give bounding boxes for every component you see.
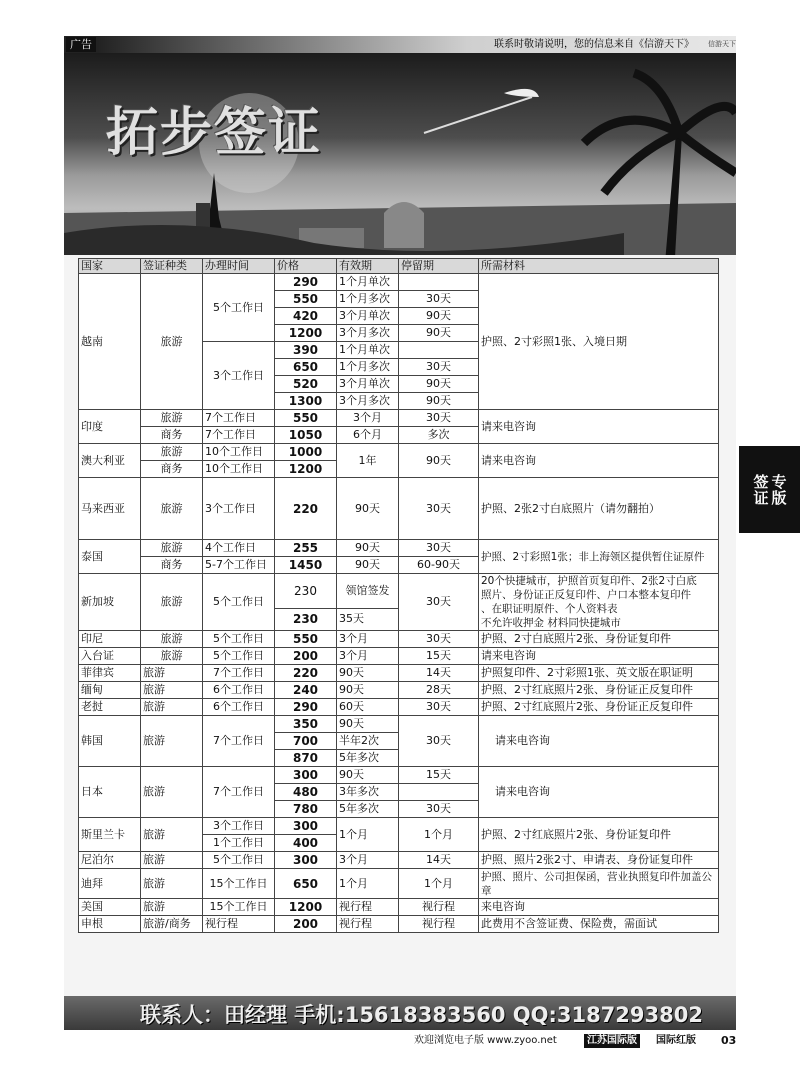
cell-valid: 1个月 bbox=[337, 818, 399, 852]
palm-leaves-icon bbox=[584, 73, 736, 193]
cell-country: 日本 bbox=[79, 767, 141, 818]
cell-stay: 15天 bbox=[399, 648, 479, 665]
cell-type: 旅游 bbox=[141, 869, 203, 899]
cell-time: 7个工作日 bbox=[203, 767, 275, 818]
cell-time: 3个工作日 bbox=[203, 342, 275, 410]
cell-valid: 90天 bbox=[337, 478, 399, 540]
cell-materials: 护照、2张2寸白底照片（请勿翻拍） bbox=[479, 478, 719, 540]
cell-materials bbox=[479, 574, 719, 631]
cell-valid: 5年多次 bbox=[337, 801, 399, 818]
cell-price: 420 bbox=[275, 308, 337, 325]
cell-materials: 护照、2寸彩照1张；非上海领区提供暂住证原件 bbox=[479, 540, 719, 574]
cell-materials: 请来电咨询 bbox=[479, 410, 719, 444]
cell-price: 1200 bbox=[275, 461, 337, 478]
cell-price: 550 bbox=[275, 631, 337, 648]
cell-valid: 1个月 bbox=[337, 869, 399, 899]
cell-valid: 5年多次 bbox=[337, 750, 399, 767]
cell-country: 入台证 bbox=[79, 648, 141, 665]
cell-type: 旅游 bbox=[141, 899, 203, 916]
cell-type: 旅游 bbox=[141, 818, 203, 852]
table-row bbox=[79, 648, 719, 665]
airplane-icon bbox=[504, 89, 539, 97]
cell-time: 1个工作日 bbox=[203, 835, 275, 852]
cell-type: 旅游 bbox=[141, 444, 203, 461]
cell-stay: 多次 bbox=[399, 427, 479, 444]
table-row bbox=[79, 540, 719, 557]
cell-valid: 3个月单次 bbox=[337, 376, 399, 393]
cell-valid: 90天 bbox=[337, 767, 399, 784]
cell-stay: 28天 bbox=[399, 682, 479, 699]
cell-price: 1000 bbox=[275, 444, 337, 461]
cell-materials: 护照、2寸彩照1张、入境日期 bbox=[479, 274, 719, 410]
section-side-tab bbox=[739, 446, 800, 533]
table-row bbox=[79, 869, 719, 899]
cell-type: 旅游 bbox=[141, 852, 203, 869]
cell-stay bbox=[399, 784, 479, 801]
cell-type: 商务 bbox=[141, 461, 203, 478]
cell-country: 菲律宾 bbox=[79, 665, 141, 682]
cell-price: 870 bbox=[275, 750, 337, 767]
cell-type: 旅游 bbox=[141, 682, 203, 699]
cell-valid: 3个月 bbox=[337, 648, 399, 665]
side-tab-line1: 签证 bbox=[751, 473, 770, 506]
cell-valid: 1个月单次 bbox=[337, 274, 399, 291]
cell-time: 15个工作日 bbox=[203, 869, 275, 899]
cell-price: 1200 bbox=[275, 325, 337, 342]
table-row bbox=[79, 716, 719, 733]
cell-price: 550 bbox=[275, 410, 337, 427]
cell-materials: 来电咨询 bbox=[479, 899, 719, 916]
cell-country: 斯里兰卡 bbox=[79, 818, 141, 852]
cell-time: 3个工作日 bbox=[203, 478, 275, 540]
cell-time: 7个工作日 bbox=[203, 716, 275, 767]
cell-stay: 30天 bbox=[399, 291, 479, 308]
cell-country: 尼泊尔 bbox=[79, 852, 141, 869]
cell-type: 旅游 bbox=[141, 648, 203, 665]
cell-time: 3个工作日 bbox=[203, 818, 275, 835]
cell-price: 650 bbox=[275, 869, 337, 899]
cell-stay: 30天 bbox=[399, 410, 479, 427]
cell-price: 300 bbox=[275, 767, 337, 784]
cell-stay: 30天 bbox=[399, 359, 479, 376]
cell-country: 申根 bbox=[79, 916, 141, 933]
side-tab-line2: 专版 bbox=[769, 473, 788, 506]
cell-type: 旅游 bbox=[141, 665, 203, 682]
dome-icon bbox=[384, 202, 424, 248]
cell-price: 220 bbox=[275, 665, 337, 682]
cell-price: 1050 bbox=[275, 427, 337, 444]
cell-stay: 90天 bbox=[399, 393, 479, 410]
cell-valid: 1个月多次 bbox=[337, 291, 399, 308]
table-row bbox=[79, 631, 719, 648]
cell-stay: 1个月 bbox=[399, 869, 479, 899]
footer-edition-2: 国际红版 bbox=[656, 1035, 696, 1046]
page-footer bbox=[64, 1031, 736, 1051]
cell-country: 韩国 bbox=[79, 716, 141, 767]
cell-country: 迪拜 bbox=[79, 869, 141, 899]
cell-price: 240 bbox=[275, 682, 337, 699]
cell-time: 5个工作日 bbox=[203, 631, 275, 648]
cell-valid: 3个月 bbox=[337, 631, 399, 648]
cell-valid: 90天 bbox=[337, 665, 399, 682]
cell-country: 缅甸 bbox=[79, 682, 141, 699]
cell-valid: 3个月 bbox=[337, 410, 399, 427]
cell-materials: 护照、照片2张2寸、申请表、身份证复印件 bbox=[479, 852, 719, 869]
cell-valid: 3个月多次 bbox=[337, 393, 399, 410]
cell-valid: 视行程 bbox=[337, 899, 399, 916]
cell-stay: 30天 bbox=[399, 540, 479, 557]
cell-country: 印尼 bbox=[79, 631, 141, 648]
cell-materials: 此费用不含签证费、保险费，需面试 bbox=[479, 916, 719, 933]
cell-valid: 3个月单次 bbox=[337, 308, 399, 325]
cell-stay: 30天 bbox=[399, 699, 479, 716]
cell-materials: 请来电咨询 bbox=[479, 444, 719, 478]
cell-type: 旅游 bbox=[141, 767, 203, 818]
table-row bbox=[79, 665, 719, 682]
visa-price-table bbox=[78, 258, 719, 933]
contact-info: 联系人：田经理 手机:15618383560 QQ:3187293802 bbox=[140, 1003, 703, 1027]
cell-price: 1450 bbox=[275, 557, 337, 574]
table-row bbox=[79, 852, 719, 869]
cell-valid: 90天 bbox=[337, 540, 399, 557]
cell-valid: 视行程 bbox=[337, 916, 399, 933]
cell-type: 旅游 bbox=[141, 699, 203, 716]
cell-stay: 90天 bbox=[399, 308, 479, 325]
cell-valid: 领馆签发 bbox=[337, 574, 399, 609]
cell-price: 200 bbox=[275, 648, 337, 665]
cell-time: 5-7个工作日 bbox=[203, 557, 275, 574]
cell-price: 780 bbox=[275, 801, 337, 818]
cell-stay bbox=[399, 274, 479, 291]
cell-time: 5个工作日 bbox=[203, 852, 275, 869]
cell-materials: 护照、2寸红底照片2张、身份证正反复印件 bbox=[479, 699, 719, 716]
cell-price: 300 bbox=[275, 818, 337, 835]
col-validity: 有效期 bbox=[337, 259, 399, 274]
cell-country: 印度 bbox=[79, 410, 141, 444]
cell-stay: 14天 bbox=[399, 665, 479, 682]
cell-time: 视行程 bbox=[203, 916, 275, 933]
cell-price: 550 bbox=[275, 291, 337, 308]
table-row bbox=[79, 410, 719, 427]
contrail bbox=[424, 97, 532, 133]
cell-price: 230 bbox=[275, 574, 337, 609]
ad-tag: 广告 bbox=[66, 37, 96, 52]
table-row bbox=[79, 916, 719, 933]
cell-price: 400 bbox=[275, 835, 337, 852]
cell-stay: 30天 bbox=[399, 478, 479, 540]
cell-valid: 3年多次 bbox=[337, 784, 399, 801]
cell-price: 220 bbox=[275, 478, 337, 540]
cell-valid: 3个月 bbox=[337, 852, 399, 869]
table-row bbox=[79, 682, 719, 699]
cell-price: 350 bbox=[275, 716, 337, 733]
table-row bbox=[79, 444, 719, 461]
materials-line: 、在职证明原件、个人资料表 bbox=[481, 603, 618, 615]
table-row bbox=[79, 818, 719, 835]
cell-country: 马来西亚 bbox=[79, 478, 141, 540]
cell-materials: 护照、2寸红底照片2张、身份证复印件 bbox=[479, 818, 719, 852]
cell-time: 4个工作日 bbox=[203, 540, 275, 557]
cell-price: 1300 bbox=[275, 393, 337, 410]
cell-price: 230 bbox=[275, 608, 337, 630]
footer-edition: 江苏国际版 bbox=[584, 1034, 640, 1048]
cell-price: 700 bbox=[275, 733, 337, 750]
cell-type: 旅游 bbox=[141, 478, 203, 540]
cell-time: 5个工作日 bbox=[203, 574, 275, 631]
cell-materials: 请来电咨询 bbox=[479, 648, 719, 665]
cell-stay: 15天 bbox=[399, 767, 479, 784]
cell-stay: 90天 bbox=[399, 376, 479, 393]
table-header-row bbox=[79, 259, 719, 274]
cell-stay: 30天 bbox=[399, 716, 479, 767]
table-row bbox=[79, 478, 719, 540]
cell-type: 旅游 bbox=[141, 274, 203, 410]
cell-valid: 半年2次 bbox=[337, 733, 399, 750]
col-materials: 所需材料 bbox=[479, 259, 719, 274]
cell-stay: 30天 bbox=[399, 801, 479, 818]
cell-valid: 6个月 bbox=[337, 427, 399, 444]
cell-time: 15个工作日 bbox=[203, 899, 275, 916]
cell-time: 6个工作日 bbox=[203, 699, 275, 716]
materials-line: 不允许收押金 材料同快捷城市 bbox=[481, 617, 621, 629]
cell-country: 美国 bbox=[79, 899, 141, 916]
cell-type: 旅游 bbox=[141, 631, 203, 648]
cell-valid: 90天 bbox=[337, 716, 399, 733]
cell-price: 480 bbox=[275, 784, 337, 801]
cell-country: 越南 bbox=[79, 274, 141, 410]
cell-valid: 1个月单次 bbox=[337, 342, 399, 359]
cell-time: 5个工作日 bbox=[203, 648, 275, 665]
cell-country: 新加坡 bbox=[79, 574, 141, 631]
col-price: 价格 bbox=[275, 259, 337, 274]
publication-logo: 信游天下 bbox=[708, 40, 736, 48]
cell-time: 6个工作日 bbox=[203, 682, 275, 699]
cell-stay: 90天 bbox=[399, 444, 479, 478]
cell-price: 300 bbox=[275, 852, 337, 869]
col-processing-time: 办理时间 bbox=[203, 259, 275, 274]
cell-stay: 90天 bbox=[399, 325, 479, 342]
cell-price: 390 bbox=[275, 342, 337, 359]
table-row bbox=[79, 274, 719, 291]
cell-stay: 视行程 bbox=[399, 899, 479, 916]
cell-price: 290 bbox=[275, 699, 337, 716]
materials-line: 20个快捷城市，护照首页复印件、2张2寸白底 bbox=[481, 575, 697, 587]
source-note: 联系时敬请说明，您的信息来自《信游天下》 bbox=[494, 39, 694, 50]
cell-stay: 30天 bbox=[399, 574, 479, 631]
cell-type: 旅游 bbox=[141, 716, 203, 767]
materials-line: 照片、身份证正反复印件、户口本整本复印件 bbox=[481, 589, 691, 601]
table-row bbox=[79, 574, 719, 609]
cell-country: 老挝 bbox=[79, 699, 141, 716]
cell-time: 7个工作日 bbox=[203, 427, 275, 444]
cell-type: 商务 bbox=[141, 557, 203, 574]
cell-time: 7个工作日 bbox=[203, 665, 275, 682]
footer-website: 欢迎浏览电子版 www.zyoo.net bbox=[414, 1035, 557, 1046]
cell-valid: 90天 bbox=[337, 557, 399, 574]
cell-valid: 1年 bbox=[337, 444, 399, 478]
cell-stay: 视行程 bbox=[399, 916, 479, 933]
cell-stay: 30天 bbox=[399, 631, 479, 648]
cell-type: 旅游 bbox=[141, 410, 203, 427]
cell-materials: 护照、2寸红底照片2张、身份证正反复印件 bbox=[479, 682, 719, 699]
col-stay: 停留期 bbox=[399, 259, 479, 274]
cell-type: 旅游/商务 bbox=[141, 916, 203, 933]
cell-materials: 护照、2寸白底照片2张、身份证复印件 bbox=[479, 631, 719, 648]
cell-price: 520 bbox=[275, 376, 337, 393]
cell-time: 10个工作日 bbox=[203, 461, 275, 478]
col-visa-type: 签证种类 bbox=[141, 259, 203, 274]
cell-materials: 护照、照片、公司担保函，营业执照复印件加盖公章 bbox=[479, 869, 719, 899]
cell-type: 旅游 bbox=[141, 540, 203, 557]
cell-stay: 1个月 bbox=[399, 818, 479, 852]
cell-materials: 请来电咨询 bbox=[479, 767, 719, 818]
cell-price: 290 bbox=[275, 274, 337, 291]
cell-valid: 3个月多次 bbox=[337, 325, 399, 342]
cell-materials: 护照复印件、2寸彩照1张、英文版在职证明 bbox=[479, 665, 719, 682]
table-row bbox=[79, 767, 719, 784]
cell-time: 7个工作日 bbox=[203, 410, 275, 427]
cell-stay: 14天 bbox=[399, 852, 479, 869]
cell-stay bbox=[399, 342, 479, 359]
table-row bbox=[79, 699, 719, 716]
cell-price: 200 bbox=[275, 916, 337, 933]
cell-materials: 请来电咨询 bbox=[479, 716, 719, 767]
cell-valid: 60天 bbox=[337, 699, 399, 716]
banner-title: 拓步签证 bbox=[106, 102, 323, 163]
cell-price: 650 bbox=[275, 359, 337, 376]
cell-time: 10个工作日 bbox=[203, 444, 275, 461]
cell-type: 旅游 bbox=[141, 574, 203, 631]
cell-country: 澳大利亚 bbox=[79, 444, 141, 478]
page-number: 03 bbox=[721, 1034, 737, 1047]
cell-valid: 1个月多次 bbox=[337, 359, 399, 376]
cell-valid: 90天 bbox=[337, 682, 399, 699]
cell-time: 5个工作日 bbox=[203, 274, 275, 342]
cell-valid: 35天 bbox=[337, 608, 399, 630]
cell-country: 泰国 bbox=[79, 540, 141, 574]
cell-price: 1200 bbox=[275, 899, 337, 916]
table-row bbox=[79, 899, 719, 916]
col-country: 国家 bbox=[79, 259, 141, 274]
cell-stay: 60-90天 bbox=[399, 557, 479, 574]
cell-type: 商务 bbox=[141, 427, 203, 444]
cell-price: 255 bbox=[275, 540, 337, 557]
